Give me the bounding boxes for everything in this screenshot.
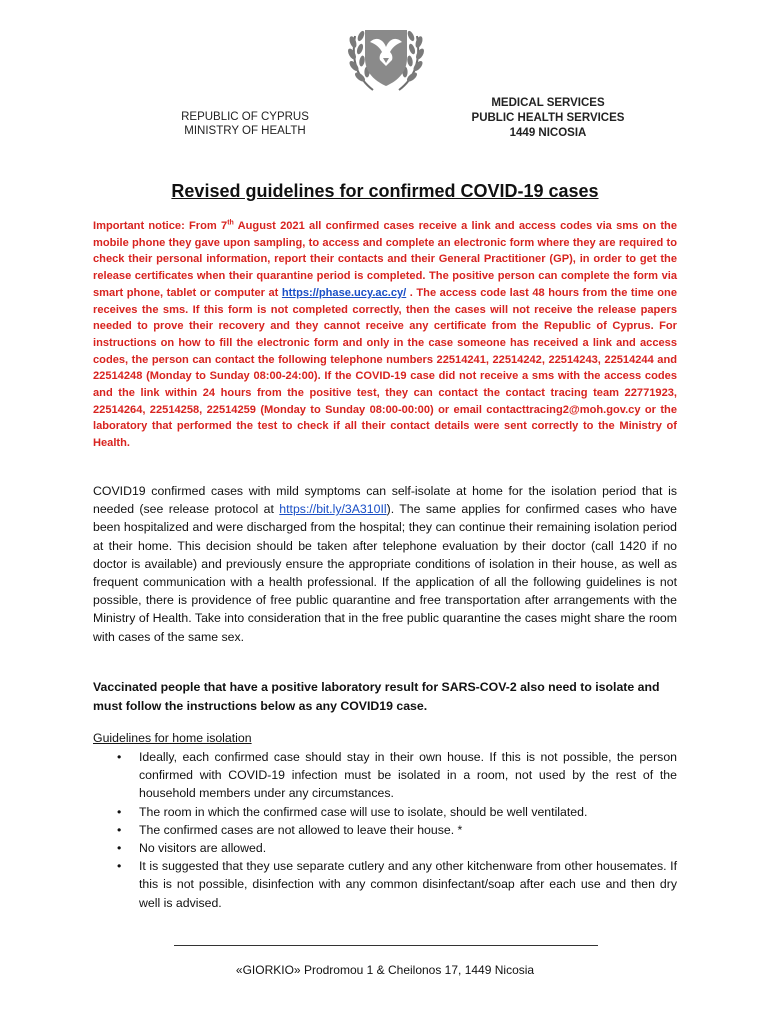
guideline-text: The room in which the confirmed case will use to isolate, should be well ventilated. [139,804,588,819]
bullet-icon: • [117,822,122,837]
notice-text-start: Important notice: From 7 [93,220,228,232]
bullet-icon: • [117,841,122,856]
guideline-text: The confirmed cases are not allowed to leave their house. * [139,822,463,837]
guideline-text: Ideally, each confirmed case should stay in their own house. If this is not possible, the person confirmed with COVID-19 infection must be isolated in a room, not used by the rest of the household members under any circumstances. [139,750,677,801]
list-item [93,748,677,803]
guideline-text: It is suggested that they use separate cutlery and any other kitchenware from other housemates. If this is not possible, disinfection with any common disinfectant/soap after each use and then dry well is advised. [139,859,677,910]
list-item [93,803,677,821]
department-header [450,96,646,141]
list-item [93,839,677,857]
bullet-icon: • [117,859,122,874]
guidelines-heading: Guidelines for home isolation [93,731,252,745]
vaccinated-note: Vaccinated people that have a positive laboratory result for SARS-COV-2 also need to isolate and must follow the instructions below as any COVID19 case. [93,680,660,713]
guidelines-list [93,748,677,912]
phase-form-link[interactable]: https://phase.ucy.ac.cy/ [281,286,407,299]
bullet-icon: • [117,804,122,819]
ministry-name: MINISTRY OF HEALTH [184,125,306,137]
footer-divider [174,945,598,946]
notice-superscript: th [227,219,234,227]
department-name: MEDICAL SERVICES [491,97,605,109]
department-location: 1449 NICOSIA [509,127,587,139]
guideline-text: No visitors are allowed. [139,841,267,856]
cyprus-coat-of-arms-icon [343,14,429,96]
country-name: REPUBLIC OF CYPRUS [181,111,309,123]
notice-text-middle: August 2021 all confirmed cases receive a link and access codes via sms on the mobile phone they gave upon sampling, to access and complete an electronic form where they are required to check their personal information, report their contacts and their General Practitioner (GP), in order to get the release certificates when their quarantine period is completed. The positive person can complete the form via smart phone, tablet or computer at [93,220,678,299]
bullet-icon: • [117,750,122,764]
paragraph-text-end: ). The same applies for confirmed cases who have been hospitalized and were discharged from the hospital; they can continue their remaining isolation period at their home. This decision should be taken after telephone evaluation by their doctor (call 1420 if no doctor is available) and previously ensure the appropriate conditions of isolation in their house, as well as frequent communication with a health professional. If the application of all the following guidelines is not possible, there is providence of free public quarantine and free transportation after arrangements with the Ministry of Health. Take into consideration that in the free public quarantine the cases might share the room with cases of the same sex. [93,502,677,644]
notice-text-end: . The access code last 48 hours from the time one receives the sms. If this form is not completed correctly, then the cases will not receive the release papers needed to prove their recovery and they cannot receive any certificate from the Republic of Cyprus. For instructions on how to fill the electronic form and only in the case someone has received a link and access codes, the person can contact the following telephone numbers 22514241, 22514242, 22514243, 22514244 and 22514248 (Monday to Sunday 08:00-24:00). If the COVID-19 case did not receive a sms with the access codes and the link within 24 hours from the positive test, they can contact the contact tracing team 22771923, 22514264, 22514258, 22514259 (Monday to Sunday 08:00-00:00) or email contacttracing2@moh.gov.cy or the laboratory that performed the test to check if all their contact details were sent correctly to the Ministry of Health. [93,286,677,450]
document-title: Revised guidelines for confirmed COVID-19 cases [171,181,599,201]
list-item [93,857,677,912]
ministry-header [150,110,340,138]
paragraph-text-start: COVID19 confirmed cases with mild symptoms can self-isolate at home for the isolation period that is needed (see release protocol at [93,484,677,517]
self-isolation-paragraph [93,482,677,646]
footer-address: «GIORKIO» Prodromou 1 & Cheilonos 17, 1449 Nicosia [235,963,535,977]
list-item [93,821,677,839]
service-name: PUBLIC HEALTH SERVICES [471,112,625,124]
important-notice [93,218,677,452]
release-protocol-link[interactable]: https://bit.ly/3A310Il [279,502,387,517]
